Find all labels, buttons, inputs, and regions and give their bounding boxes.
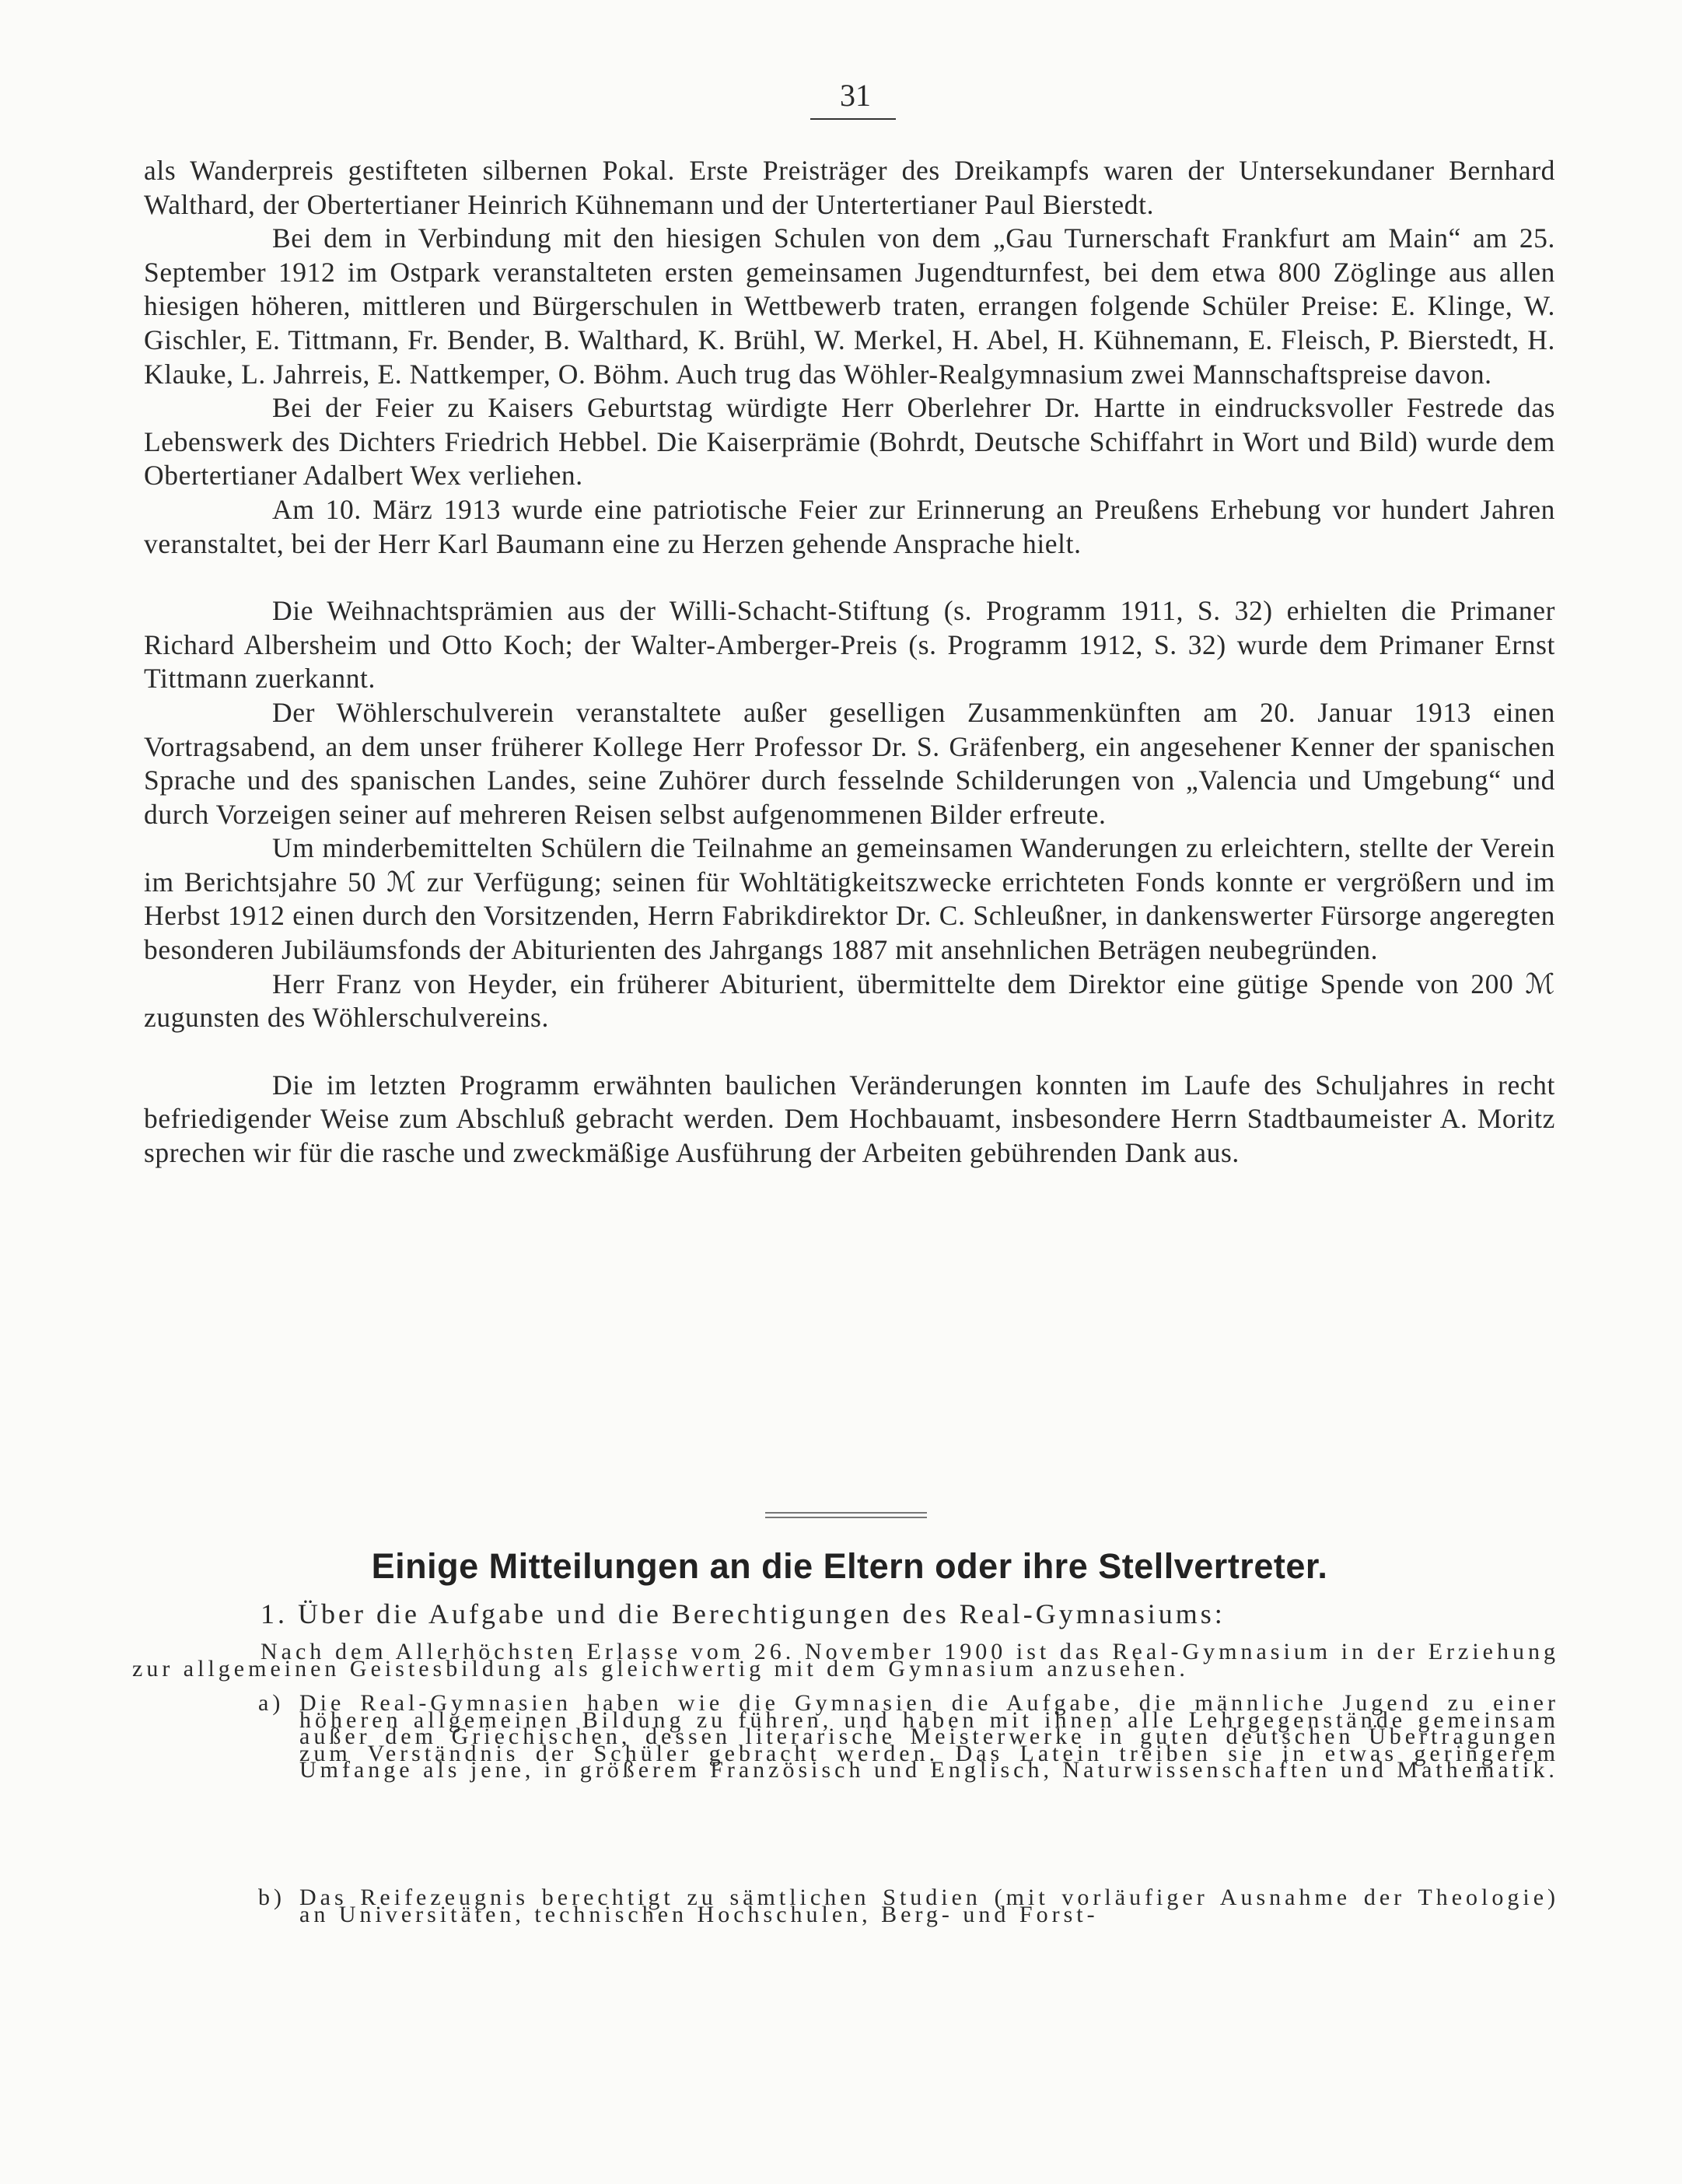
paragraph-6: Der Wöhlerschulverein veranstaltete außer geselligen Zusammenkünften am 20. Januar 1913 einen Vortragsabend, an dem unser früherer Kollege Herr Professor Dr. S. Gräfenberg, ein angesehener Kenner der spanischen Sprache und des spanischen Landes, seine Zuhörer durch fesselnde Schilderungen von „Valencia und Umgebung“ und durch Vorzeigen seiner auf mehreren Reisen selbst aufgenommenen Bilder erfreute. — [144, 696, 1555, 830]
section-divider-top — [765, 1512, 927, 1514]
paragraph-1: als Wanderpreis gestifteten silbernen Pokal. Erste Preisträger des Dreikampfs waren der Untersekundaner Bernhard Walthard, der Obertertianer Heinrich Kühnemann und der Untertertianer Paul Bierstedt. — [144, 155, 1555, 220]
paragraph-2: Bei dem in Verbindung mit den hiesigen Schulen von dem „Gau Turnerschaft Frankfurt am Main“ am 25. September 1912 im Ostpark veranstalteten ersten gemeinsamen Jugendturnfest, bei dem etwa 800 Zöglinge aus allen hiesigen höheren, mittleren und Bürgerschulen in Wettbewerb traten, errangen folgende Schüler Preise: E. Klinge, W. Gischler, E. Tittmann, Fr. Bender, B. Walthard, K. Brühl, W. Merkel, H. Abel, H. Kühnemann, E. Fleisch, P. Bierstedt, H. Klauke, L. Jahrreis, E. Nattkemper, O. Böhm. Auch trug das Wöhler-Realgymnasium zwei Mannschaftspreise davon. — [144, 222, 1555, 390]
paragraph-5: Die Weihnachtsprämien aus der Willi-Schacht-Stiftung (s. Programm 1911, S. 32) erhielten die Primaner Richard Albersheim und Otto Koch; der Walter-Amberger-Preis (s. Programm 1912, S. 32) wurde dem Primaner Ernst Tittmann zuerkannt. — [144, 595, 1555, 695]
paragraph-gap — [144, 561, 1555, 594]
body-text — [144, 154, 1555, 1171]
paragraph-gap — [144, 1035, 1555, 1069]
list-item-marker: a) — [258, 1690, 285, 1716]
section-heading: Einige Mitteilungen an die Eltern oder ihre Stellvertreter. — [371, 1546, 1328, 1586]
paragraph-7: Um minderbemittelten Schülern die Teilnahme an gemeinsamen Wanderungen zu erleichtern, stellte der Verein im Berichtsjahre 50 ℳ zur Verfügung; seinen für Wohltätigkeitszwecke errichteten Fonds konnte er vergrößern und im Herbst 1912 einen durch den Vorsitzenden, Herrn Fabrikdirektor Dr. C. Schleußner, in dankenswerter Fürsorge angeregten besonderen Jubiläumsfonds der Abiturienten des Jahrgangs 1887 mit ansehnlichen Beträgen neubegründen. — [144, 832, 1555, 966]
section-intro-block — [132, 1639, 1559, 1682]
paragraph-9: Die im letzten Programm erwähnten baulichen Veränderungen konnten im Laufe des Schuljahres in recht befriedigender Weise zum Abschluß gebracht werden. Dem Hochbauamt, insbesondere Herrn Stadtbaumeister A. Moritz sprechen wir für die rasche und zweckmäßige Ausführung der Arbeiten gebührenden Dank aus. — [144, 1069, 1555, 1169]
list-item-text: Die Real-Gymnasien haben wie die Gymnasien die Aufgabe, die männliche Jugend zu einer höheren allgemeinen Bildung zu führen, und haben mit ihnen alle Lehrgegenstände gemeinsam außer dem Griechischen, dessen literarische Meisterwerke in guten deutschen Übertragungen zum Verständnis der Schüler gebracht werden. Das Latein treiben sie in etwas geringerem Umfange als jene, in größerem Französisch und Englisch, Naturwissenschaften und Mathematik. — [299, 1690, 1559, 1783]
list-item-marker: b) — [258, 1885, 285, 1910]
section-intro: Nach dem Allerhöchsten Erlasse vom 26. November 1900 ist das Real-Gymnasium in der Erziehung zur allgemeinen Geistesbildung als gleichwertig mit dem Gymnasium anzusehen. — [132, 1639, 1559, 1682]
list-item-text: Das Reifezeugnis berechtigt zu sämtlichen Studien (mit vorläufiger Ausnahme der Theologie) an Universitäten, technischen Hochschulen, Berg- und Forst- — [299, 1885, 1559, 1927]
section-subheading: 1. Über die Aufgabe und die Berechtigungen des Real-Gymnasiums: — [261, 1598, 1226, 1629]
list-item — [132, 1885, 1559, 1927]
paragraph-3: Bei der Feier zu Kaisers Geburtstag würdigte Herr Oberlehrer Dr. Hartte in eindrucksvoller Festrede das Lebenswerk des Dichters Friedrich Hebbel. Die Kaiserprämie (Bohrdt, Deutsche Schiffahrt in Wort und Bild) wurde dem Obertertianer Adalbert Wex verliehen. — [144, 392, 1555, 492]
page-number: 31 — [840, 78, 871, 113]
paragraph-8: Herr Franz von Heyder, ein früherer Abiturient, übermittelte dem Direktor eine gütige Spende von 200 ℳ zugunsten des Wöhlerschulvereins. — [144, 968, 1555, 1034]
page-number-underline — [810, 118, 896, 120]
list-item — [132, 1690, 1559, 1783]
section-divider-bottom — [765, 1517, 927, 1518]
paragraph-4: Am 10. März 1913 wurde eine patriotische Feier zur Erinnerung an Preußens Erhebung vor hundert Jahren veranstaltet, bei der Herr Karl Baumann eine zu Herzen gehende Ansprache hielt. — [144, 493, 1555, 559]
